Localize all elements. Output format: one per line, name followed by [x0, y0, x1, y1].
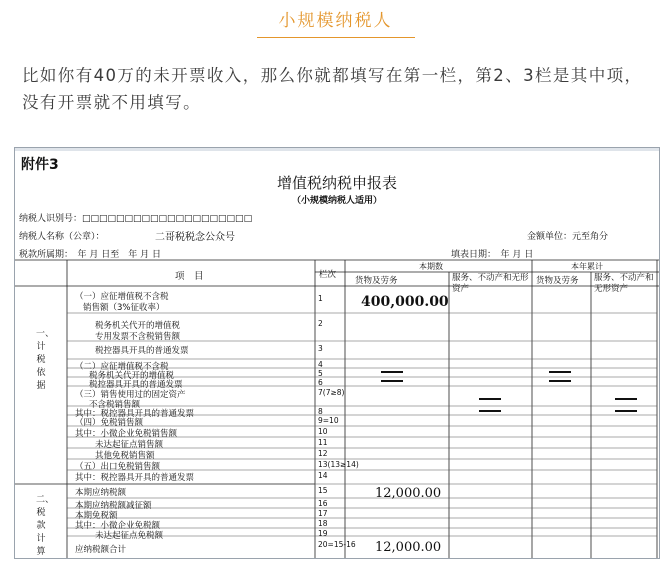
section-heading-text: 小规模纳税人: [257, 6, 415, 38]
row-column-no: 2: [318, 319, 323, 328]
row-column-no: 15: [318, 486, 328, 495]
row-label: （一）应征增值税不含税: [75, 292, 169, 302]
row-column-no: 20=15-16: [318, 540, 356, 549]
tax-period: 税款所属期： 年 月 日至 年 月 日: [19, 250, 161, 260]
form-subtitle: （小规模纳税人适用）: [291, 196, 382, 206]
row-label: 税务机关代开的增值税: [89, 371, 175, 381]
section-2-label: 二、税款计算: [36, 495, 55, 557]
row-column-no: 14: [318, 471, 328, 480]
row-label: 不含税销售额: [89, 400, 141, 410]
dash-mark: [549, 371, 571, 373]
dash-mark: [549, 380, 571, 382]
explanation-paragraph: 比如你有40万的未开票收入，那么你就都填写在第一栏，第2、3栏是其中项，没有开票就不用填写。: [22, 66, 643, 112]
header-services-property-current: 服务、不动产和无形资产: [452, 273, 529, 294]
dash-mark: [479, 410, 501, 412]
header-services-property-ytd: 服务、不动产和无形资产: [594, 273, 654, 294]
row-column-no: 3: [318, 344, 323, 353]
dash-mark: [615, 410, 637, 412]
row-column-no: 19: [318, 529, 328, 538]
row-label: （三）销售使用过的固定资产: [75, 390, 186, 400]
total-tax-value: 12,000.00: [375, 540, 442, 555]
row-label: 未达起征点销售额: [95, 440, 164, 450]
row-column-no: 12: [318, 449, 328, 458]
header-goods-services-ytd: 货物及劳务: [536, 276, 579, 286]
row-column-no: 17: [318, 509, 328, 518]
row-label: 税控器具开具的普通发票: [95, 346, 189, 356]
row-label: 其中：税控器具开具的普通发票: [75, 409, 195, 419]
taxpayer-name-label: 纳税人名称（公章）：: [19, 232, 105, 242]
header-item: 项 目: [175, 271, 204, 282]
row-column-no: 7(7≥8): [318, 388, 345, 397]
row-label: 其中：税控器具开具的普通发票: [75, 473, 195, 483]
tax-form-image: [14, 147, 660, 559]
taxpayer-name: 二哥税税念公众号: [155, 232, 235, 243]
row-label: 其他免税销售额: [95, 451, 155, 461]
form-annex: 附件3: [21, 157, 59, 173]
dash-mark: [381, 380, 403, 382]
sales-amount-value: 400,000.00: [361, 294, 449, 310]
row-label: 其中：小微企业免税额: [75, 521, 161, 531]
row-column-no: 16: [318, 499, 328, 508]
row-column-no: 8: [318, 407, 323, 416]
section-heading: [0, 6, 671, 38]
taxpayer-id: 纳税人识别号：□□□□□□□□□□□□□□□□□□□□: [19, 214, 253, 224]
row-column-no: 18: [318, 519, 328, 528]
amount-unit: 金额单位：元至角分: [527, 232, 609, 242]
row-column-no: 5: [318, 369, 323, 378]
dash-mark: [615, 398, 637, 400]
tax-amount-value: 12,000.00: [375, 486, 442, 501]
row-label: 销售额（3%征收率）: [83, 303, 165, 313]
section-1-label: 一、计税依据: [36, 329, 55, 391]
row-column-no: 1: [318, 294, 323, 303]
row-label: 其中：小微企业免税销售额: [75, 429, 178, 439]
row-column-no: 13(13≥14): [318, 460, 359, 469]
row-label: 本期应纳税额减征额: [75, 501, 152, 511]
row-column-no: 11: [318, 438, 328, 447]
row-column-no: 4: [318, 360, 323, 369]
row-label: 未达起征点免税额: [95, 531, 164, 541]
header-goods-services-current: 货物及劳务: [355, 276, 398, 286]
form-title: 增值税纳税申报表: [276, 174, 397, 192]
header-year-to-date: 本年累计: [571, 262, 603, 271]
header-current-period: 本期数: [419, 262, 443, 271]
dash-mark: [479, 398, 501, 400]
row-label: （二）应征增值税不含税: [75, 362, 169, 372]
row-label: 专用发票不含税销售额: [95, 332, 181, 342]
row-column-no: 9=10: [318, 416, 339, 425]
row-label: 本期免税额: [75, 511, 118, 521]
row-label: 税务机关代开的增值税: [95, 321, 181, 331]
row-label: 本期应纳税额: [75, 488, 127, 498]
dash-mark: [381, 371, 403, 373]
row-label: （五）出口免税销售额: [75, 462, 161, 472]
row-label: （四）免税销售额: [75, 418, 144, 428]
row-column-no: 6: [318, 378, 323, 387]
header-column-no: 栏次: [319, 270, 337, 280]
row-label: 应纳税额合计: [75, 545, 127, 555]
fill-date: 填表日期： 年 月 日: [451, 250, 534, 260]
row-column-no: 10: [318, 427, 328, 436]
row-label: 税控器具开具的普通发票: [89, 380, 183, 390]
